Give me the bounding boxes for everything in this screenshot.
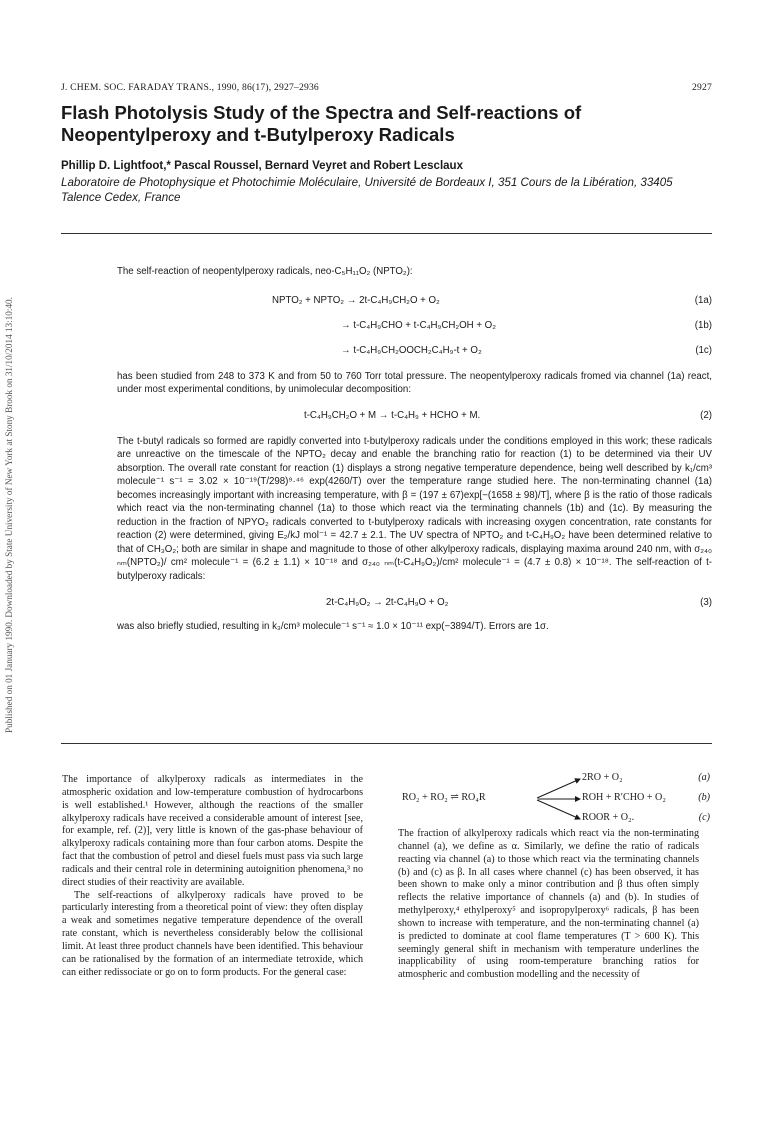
equation-text: 2t-C₄H₉O₂ → 2t-C₄H₉O + O₂: [326, 597, 449, 608]
author-list: Phillip D. Lightfoot,* Pascal Roussel, Bernard Veyret and Robert Lesclaux: [61, 160, 463, 172]
equation-1a: [117, 294, 712, 308]
abstract-rule: [61, 743, 712, 744]
body-paragraph: The self-reactions of alkylperoxy radicals have proved to be particularly interesting from a theoretical point of view: they often display a weak and sometimes negative temperature dependence of the overall rate constant, which is nevertheless considerably below the collisional limit. At least three product channels have been identified. This behaviour can be rationalised by the formation of an intermediate tetroxide, which can either redissociate or go on to form products. For the general case:: [62, 889, 363, 978]
equation-3: [117, 596, 712, 610]
equation-text: t-C₄H₉CH₂O + M → t-C₄H₉ + HCHO + M.: [304, 409, 481, 421]
equation-text: → t-C₄H₉CHO + t-C₄H₉CH₂OH + O₂: [341, 319, 496, 331]
arrow-channel-a: [537, 779, 580, 798]
running-head: [61, 82, 712, 93]
body-column-right: [398, 828, 699, 982]
equation-number: (1c): [695, 344, 712, 356]
equation-number: (1b): [694, 319, 712, 331]
equation-2: [117, 409, 712, 423]
equation-number: (2): [700, 409, 712, 421]
body-column-left: [62, 774, 363, 980]
article-title: Flash Photolysis Study of the Spectra and Self-reactions of Neopentylperoxy and t-Butylperoxy Radicals: [61, 102, 582, 145]
scheme-label-c: (c): [698, 812, 710, 823]
equation-text: NPTO₂ + NPTO₂ → 2t-C₄H₉CH₂O + O₂: [272, 294, 440, 306]
abstract-paragraph-3: was also briefly studied, resulting in k₃/cm³ molecule⁻¹ s⁻¹ ≈ 1.0 × 10⁻¹¹ exp(−3894/T). Errors are 1σ.: [117, 621, 549, 632]
equation-number: (1a): [694, 294, 712, 306]
abstract-paragraph-1: has been studied from 248 to 373 K and from 50 to 760 Torr total pressure. The neopentylperoxy radicals fromed via channel (1a) react, under most experimental conditions, by unimolecular decomposition:: [117, 370, 712, 395]
arrow-channel-c: [537, 800, 580, 819]
abstract: [117, 265, 712, 634]
scheme-product-b: ROH + R′CHO + O₂: [582, 792, 666, 803]
abstract-paragraph-2: The t-butyl radicals so formed are rapidly converted into t-butylperoxy radicals under the conditions employed in this work; these radicals are unreactive on the timescale of the NPTO₂ decay and enable the branching ratio for reaction (1) to be determined via their UV absorption. The overall rate constant for reaction (1) displays a strong negative temperature dependence, being well described by k₁/cm³ molecule⁻¹ s⁻¹ = 3.02 × 10⁻¹⁹(T/298)⁹·⁴⁶ exp(4260/T) over the temperature range studied here. The non-terminating channel (1a) becomes increasingly important with increasing temperature, with β = (197 ± 67)exp[−(1658 ± 98)/T], where β is the ratio of those radicals which react via the non-terminating channel (1a) to those which react via the terminating channels (1b) and (1c). By measuring the reduction in the fraction of NPYO₂ radicals converted to t-butylperoxy radicals with increasing oxygen concentration, rate constants for reaction (2) were determined, giving E₂/kJ mol⁻¹ = 42.7 ± 2.1. The UV spectra of NPTO₂ and t-C₄H₉O₂ have been determined relative to that of CH₃O₂; both are similar in shape and magnitude to those of other alkylperoxy radicals, displaying maxima around 240 nm, with σ₂₄₀ ₙₘ(NPTO₂)/ cm² molecule⁻¹ = (6.2 ± 1.1) × 10⁻¹⁸ and σ₂₄₀ ₙₘ(t-C₄H₉O₂)/cm² molecule⁻¹ = (4.7 ± 0.8) × 10⁻¹⁸. The self-reaction of t-butylperoxy radicals:: [117, 435, 712, 582]
equation-text: → t-C₄H₉CH₂OOCH₂C₄H₉-t + O₂: [341, 344, 482, 356]
abstract-intro: The self-reaction of neopentylperoxy radicals, neo-C₅H₁₁O₂ (NPTO₂):: [117, 266, 413, 277]
page-number: 2927: [692, 82, 712, 93]
body-paragraph: The importance of alkylperoxy radicals as intermediates in the atmospheric oxidation and low-temperature combustion of hydrocarbons is well established.¹ However, although the reactions of the smaller alkylperoxy radicals have received a considerable amount of interest [see, for example, ref. (2)], very little is known of the gas-phase behaviour of alkylperoxy radicals containing more than four carbon atoms. Despite the fact that the combustion of petrol and diesel fuels must pass via such large radicals and their central role in determining autoignition phenomena,³ no direct studies of their reactivity are available.: [62, 774, 363, 888]
scheme-product-a: 2RO + O₂: [582, 772, 623, 783]
body-paragraph: The fraction of alkylperoxy radicals which react via the non-terminating channel (a), we define as α. Similarly, we define the ratio of radicals reacting via channel (a) to those which react via the terminating channels (b) and (c) as β. In all cases where channel (c) has been observed, it has been shown to make only a minor contribution and β thus often simply reflects the relative importance of channels (a) and (b). In studies of methylperoxy,⁴ ethylperoxy⁵ and isopropylperoxy⁶ radicals, β has been shown to increase with temperature, and the non-terminating channel (a) is predicted to dominate at cool flame temperatures (T > 600 K). This seemingly general shift in mechanism with temperature underlines the inapplicability of using room-temperature branching ratios for atmospheric and combustion modelling and the necessity of: [398, 828, 699, 981]
scheme-product-c: ROOR + O₂.: [582, 812, 635, 823]
scheme-label-b: (b): [698, 792, 710, 803]
equation-1b: [117, 319, 712, 333]
download-watermark: [1, 190, 17, 840]
journal-citation: J. CHEM. SOC. FARADAY TRANS., 1990, 86(17), 2927–2936: [61, 82, 319, 93]
equation-number: (3): [700, 597, 712, 608]
scheme-label-a: (a): [698, 772, 710, 783]
reaction-scheme: [398, 770, 712, 828]
scheme-reactants: RO₂ + RO₂ ⇌ RO₄R: [402, 792, 486, 803]
download-note: Published on 01 January 1990. Downloaded by State University of New York at Stony Brook on 31/10/2014 13:10:40.: [4, 297, 14, 733]
header-rule: [61, 233, 712, 234]
affiliation: Laboratoire de Photophysique et Photochimie Moléculaire, Université de Bordeaux I, 351 Cours de la Libération, 33405 Talence Cedex, France: [61, 176, 673, 204]
equation-1c: [117, 344, 712, 358]
